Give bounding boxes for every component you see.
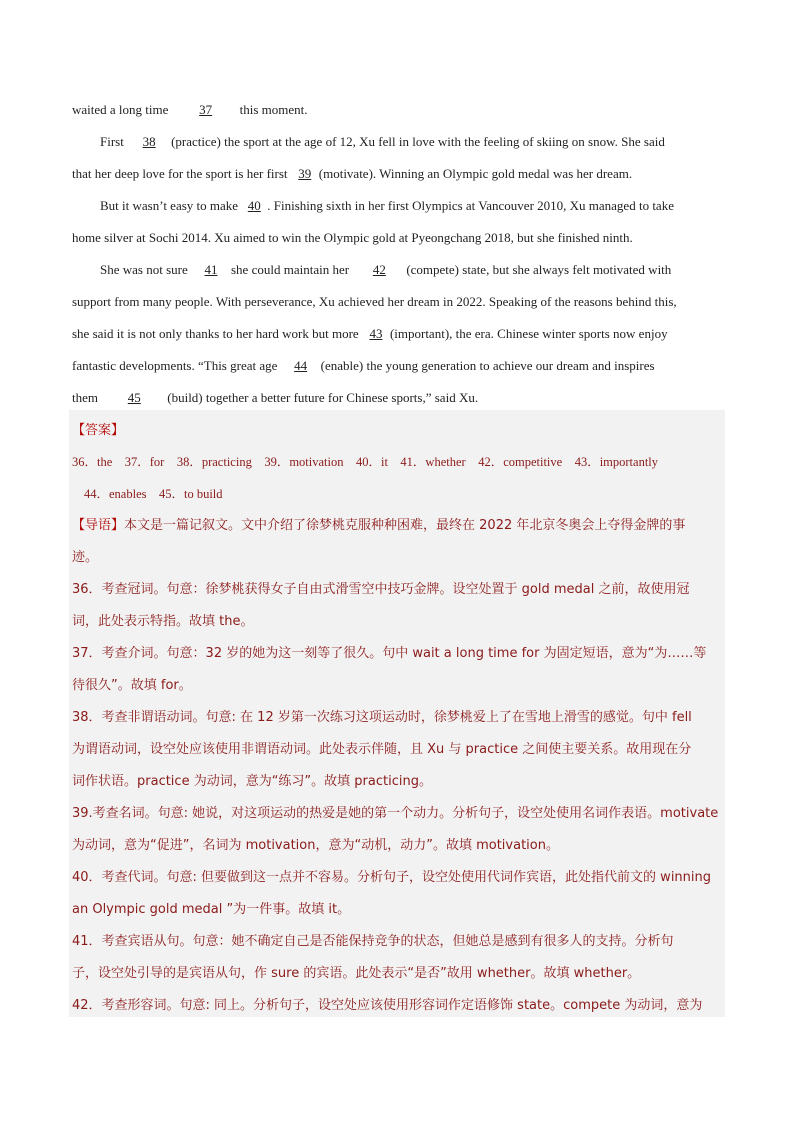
text: home silver at Sochi 2014. Xu aimed to win the Olympic gold at Pyeongchang 2018, but she finished ninth. <box>72 230 633 245</box>
explanation-line: 40．考查代词。句意: 但要做到这一点并不容易。分析句子，设空处使用代词作宾语，此处指代前文的 winning <box>72 870 712 885</box>
answer-line-1: 36．the 37．for 38．practicing 39．motivation 40．it 41．whether 42．competitive 43．importantly <box>72 455 659 469</box>
blank-45: 45 <box>127 390 141 405</box>
blank-44: 44 <box>294 358 308 373</box>
passage-paragraph-3 <box>72 254 726 414</box>
explanation-line: an Olympic gold medal ”为一件事。故填 it。 <box>72 902 351 917</box>
text: (enable) the young generation to achieve our dream and inspires <box>320 358 655 373</box>
text: But it wasn’t easy to make <box>100 198 242 213</box>
guide-label: 【导语】 <box>72 518 125 533</box>
blank-41: 41 <box>204 262 218 277</box>
text: She was not sure <box>100 262 191 277</box>
answer-label: 【答案】 <box>72 423 125 438</box>
text: (important), the era. Chinese winter sports now enjoy <box>389 326 668 341</box>
text: this moment. <box>239 102 308 117</box>
passage-paragraph-0 <box>72 94 726 126</box>
text: fantastic developments. “This great age <box>72 358 281 373</box>
guide-section <box>72 510 728 574</box>
explanation-line: 为谓语动词，设空处应该使用非谓语动词。此处表示伴随，且 Xu 与 practice 之间使主要关系。故用现在分 <box>72 742 692 757</box>
blank-39: 39 <box>298 166 312 181</box>
explanation-line: 词作状语。practice 为动词，意为“练习”。故填 practicing。 <box>72 774 432 789</box>
explanation-line: 待很久”。故填 for。 <box>72 678 192 693</box>
explanation-line: 38．考查非谓语动词。句意: 在 12 岁第一次练习这项运动时，徐梦桃爱上了在雪地上滑雪的感觉。句中 fell <box>72 710 692 725</box>
explanation-line: 41．考查宾语从句。句意：她不确定自己是否能保持竞争的状态，但她总是感到有很多人的支持。分析句 <box>72 934 674 949</box>
text: waited a long time <box>72 102 172 117</box>
blank-42: 42 <box>372 262 386 277</box>
text: that her deep love for the sport is her first <box>72 166 291 181</box>
text: (motivate). Winning an Olympic gold medal was her dream. <box>318 166 633 181</box>
blank-37: 37 <box>199 102 213 117</box>
text: (practice) the sport at the age of 12, Xu fell in love with the feeling of skiing on snow. She said <box>171 134 665 149</box>
guide-text-1: 本文是一篇记叙文。文中介绍了徐梦桃克服种种困难，最终在 2022 年北京冬奥会上夺得金牌的事 <box>124 518 686 533</box>
passage-paragraph-1 <box>72 126 726 190</box>
passage-paragraph-2 <box>72 190 726 254</box>
explanation-line: 为动词，意为“促进”，名词为 motivation，意为“动机，动力”。故填 motivation。 <box>72 838 559 853</box>
text: First <box>100 134 128 149</box>
explanation-line: 42．考查形容词。句意: 同上。分析句子，设空处应该使用形容词作定语修饰 state。compete 为动词，意为 <box>72 998 703 1013</box>
blank-43: 43 <box>369 326 383 341</box>
text: she could maintain her <box>231 262 353 277</box>
explanation-line: 37．考查介词。句意：32 岁的她为这一刻等了很久。句中 wait a long time for 为固定短语，意为“为……等 <box>72 646 707 661</box>
answer-line-2: 44．enables 45．to build <box>84 487 223 501</box>
blank-40: 40 <box>247 198 261 213</box>
text: support from many people. With perseverance, Xu achieved her dream in 2022. Speaking of the reasons behind this, <box>72 294 677 309</box>
text: . Finishing sixth in her first Olympics at Vancouver 2010, Xu managed to take <box>267 198 674 213</box>
text: (build) together a better future for Chinese sports,” said Xu. <box>167 390 479 405</box>
text: (compete) state, but she always felt motivated with <box>406 262 672 277</box>
explanations <box>72 574 728 1022</box>
text: them <box>72 390 102 405</box>
guide-text-2: 迹。 <box>72 550 99 565</box>
answer-section <box>72 414 726 510</box>
blank-38: 38 <box>142 134 156 149</box>
explanation-line: 子，设空处引导的是宾语从句，作 sure 的宾语。此处表示“是否”故用 whether。故填 whether。 <box>72 966 641 981</box>
text: she said it is not only thanks to her hard work but more <box>72 326 362 341</box>
explanation-line: 39.考查名词。句意: 她说，对这项运动的热爱是她的第一个动力。分析句子，设空处使用名词作表语。motivate <box>72 806 719 821</box>
explanation-line: 词，此处表示特指。故填 the。 <box>72 614 254 629</box>
explanation-line: 36．考查冠词。句意：徐梦桃获得女子自由式滑雪空中技巧金牌。设空处置于 gold medal 之前，故使用冠 <box>72 582 690 597</box>
